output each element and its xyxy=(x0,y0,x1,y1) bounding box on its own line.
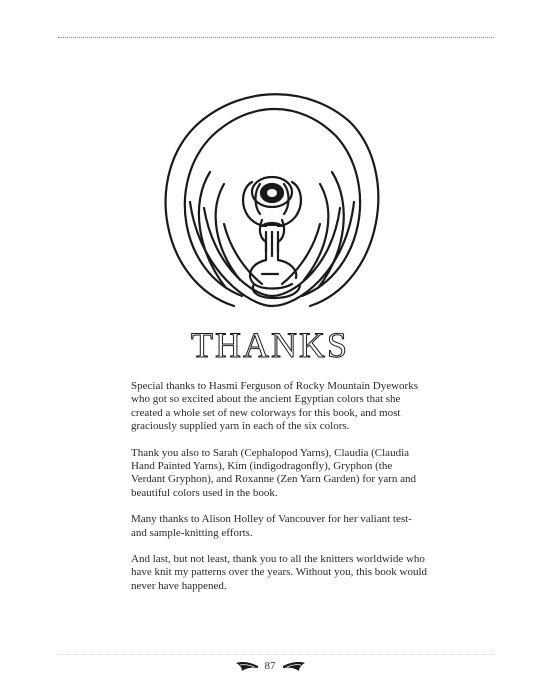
paragraph: Special thanks to Hasmi Ferguson of Rocky Mountain Dyeworks who got so excited about the ancient Egyptian colors that she created a whole set of new colorways for this book, and most graciously supplied yarn in each of the six colors. xyxy=(131,380,418,433)
egyptian-winged-emblem-icon xyxy=(150,92,390,324)
paragraph: And last, but not least, thank you to all the knitters worldwide who have knit my patterns over the years. Without you, this book would never have happened. xyxy=(131,553,428,592)
page-number: 87 xyxy=(264,660,276,672)
paragraph: Thank you also to Sarah (Cephalopod Yarns), Claudia (Claudia Hand Painted Yarns), Kim (indigodragonfly), Gryphon (the Verdant Gryphon), and Roxanne (Zen Yarn Garden) for yarn and beautiful colors used in the book. xyxy=(131,446,416,499)
thanks-body xyxy=(131,380,427,606)
left-wing-ornament-icon xyxy=(234,659,260,673)
paragraph: Many thanks to Alison Holley of Vancouver for her valiant test- and sample-knitting efforts. xyxy=(131,513,412,539)
page-title: THANKS xyxy=(190,325,349,365)
page-footer xyxy=(0,657,540,675)
right-wing-ornament-icon xyxy=(281,659,307,673)
header-rule xyxy=(58,37,494,38)
footer-rule xyxy=(58,654,494,655)
